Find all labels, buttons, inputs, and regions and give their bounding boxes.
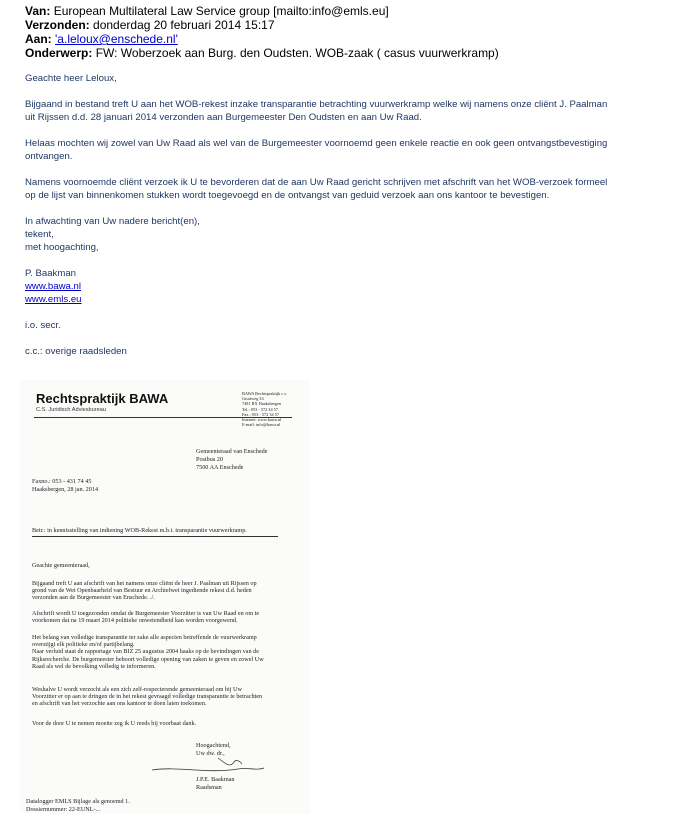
para-line: Afschrift wordt U toegezonden omdat de Burgemeester Voorzitter is van Uw Raad en om te (32, 610, 260, 617)
subject-value: FW: Woberzoek aan Burg. den Oudsten. WOB-zaak ( casus vuurwerkramp) (95, 46, 499, 60)
sent-line (25, 18, 275, 32)
subject-rule (32, 536, 278, 537)
letter-salutation: Geachte gemeenteraad, (32, 562, 90, 569)
para-line: grond van de Wet Openbaarheid van Bestuur en Archiefwet ingediende rekest d.d. heden (32, 587, 252, 595)
from-value: European Multilateral Law Service group [mailto:info@emls.eu] (53, 4, 389, 18)
para2-line2: ontvangen. (25, 151, 73, 162)
para-line: voorkomen dat na 19 maart 2014 politieke onwetendheid kan worden voorgewend. (32, 617, 238, 625)
para-line: Bijgaand treft U aan afschrift van het namens onze cliënt de heer J. Paalman uit Rijssen op (32, 580, 257, 587)
sent-value: donderdag 20 februari 2014 15:17 (93, 18, 275, 32)
subject-ref: Betr.: in kennisstelling van indiening WOB-Rekest m.b.t. transparantie vuurwerkramp. (32, 527, 247, 534)
from-line (25, 4, 389, 18)
firm-logo: Rechtspraktijk BAWA (36, 391, 169, 406)
fax-number: Faxno.: 053 - 431 74 45 (32, 478, 92, 485)
address-line: E-mail: info@bawa.nl (242, 422, 281, 428)
subject-line (25, 46, 499, 60)
closing-line3: met hoogachting, (25, 242, 99, 253)
para3-line1: Namens voornoemde cliënt verzoek ik U te bevorderen dat de aan Uw Raad gericht schrijven met afschrift van het WOB-verzoek formeel (25, 177, 608, 188)
to-label: Aan: (25, 32, 52, 46)
signature-scribble (148, 754, 268, 776)
address-line: Internet: www.bawa.nl (242, 417, 282, 422)
signer-title: Raadsman (196, 784, 222, 791)
subject-label: Onderwerp: (25, 46, 93, 60)
sent-label: Verzonden: (25, 18, 90, 32)
place-date: Haaksbergen, 28 jan. 2014 (32, 486, 99, 493)
para-line: verzonden aan de Burgemeester van Enschede. ./. (32, 594, 155, 602)
para-line: Naar verluid staat de rapportage van BIZ 25 augustus 2004 haaks op de bevindingen van de (32, 648, 259, 656)
salutation: Geachte heer Leloux, (25, 73, 117, 84)
para1-line2: uit Rijssen d.d. 28 januari 2014 verzonden aan Burgemeester Den Oudsten en aan Uw Raad. (25, 112, 422, 123)
recipient-line: 7500 AA Enschede (196, 464, 244, 471)
firm-subtitle: C.S. Juridisch Adviesbureau (36, 407, 106, 413)
to-line (25, 32, 178, 46)
greeting2: Uw dw. dr., (196, 750, 225, 757)
bawa-link[interactable]: www.bawa.nl (25, 281, 81, 292)
signer-name: J.P.E. Baakman (196, 776, 235, 783)
address-line: Fax.: 053 - 572 34 57 (242, 411, 279, 417)
footer-line1: Datalogger EMLS Bijlage als genoemd 1. (26, 798, 130, 805)
address-line: BAWA Rechtspraktijk c.s. (242, 391, 288, 396)
recipient-line: Postbus 20 (196, 456, 223, 463)
scanned-letter (20, 380, 310, 814)
greeting1: Hoogachtend, (196, 742, 231, 749)
closing-line1: In afwachting van Uw nadere bericht(en), (25, 216, 200, 227)
para-line: en afschrift van het verzochte aan ons kantoor te doen laten toekomen. (32, 700, 207, 708)
emls-link[interactable]: www.emls.eu (25, 294, 82, 305)
address-line: Tel.: 053 - 572 34 57 (242, 406, 278, 412)
footer-line2: Dossiernummer: 22-EUNL-... (26, 806, 101, 813)
para-line: Het belang van volledige transparantie ter zake alle aspecten betreffende de vuurwerkramp (32, 634, 257, 641)
para-line: Raad als wel de bevolking volledig te informeren. (32, 662, 156, 670)
address-line: Gruitweg 33 (242, 396, 264, 402)
para-line: Weshalve U wordt verzocht als een zich zelf-respecterende gemeenteraad om bij Uw (32, 686, 242, 693)
para-line: Rijksrecherche. De burgemeester behoort volledige opening van zaken te geven en zowel Uw (32, 655, 264, 663)
para-line: Voorzitter er op aan te dringen de in het rekest gevraagd volledige transparantie te betrachten (32, 693, 263, 701)
para2-line1: Helaas mochten wij zowel van Uw Raad als wel van de Burgemeester voornoemd geen enkele reactie en ook geen ontvangstbevestiging (25, 138, 608, 149)
para1-line1: Bijgaand in bestand treft U aan het WOB-rekest inzake transparantie betrachting vuurwerkramp welke wij namens onze cliënt J. Paalman (25, 99, 608, 110)
from-label: Van: (25, 4, 51, 18)
letter-thanks: Voor de door U te nemen moeite zeg ik U reeds bij voorbaat dank. (32, 720, 197, 727)
ios-line: i.o. secr. (25, 320, 61, 331)
recipient-line: Gemeenteraad van Enschede (196, 448, 268, 455)
para-line: overstijgt elk politieke en/of partijbelang. (32, 641, 135, 649)
to-link[interactable]: 'a.leloux@enschede.nl' (55, 32, 178, 46)
para3-line2: op de lijst van binnenkomen stukken wordt toegevoegd en de ontvangst van geduid verzoek aan ons kantoor te bevestigen. (25, 190, 550, 201)
closing-line2: tekent, (25, 229, 54, 240)
cc-line: c.c.: overige raadsleden (25, 346, 127, 357)
address-line: 7481 BX Haaksbergen (242, 401, 282, 407)
sender-name: P. Baakman (25, 268, 77, 279)
